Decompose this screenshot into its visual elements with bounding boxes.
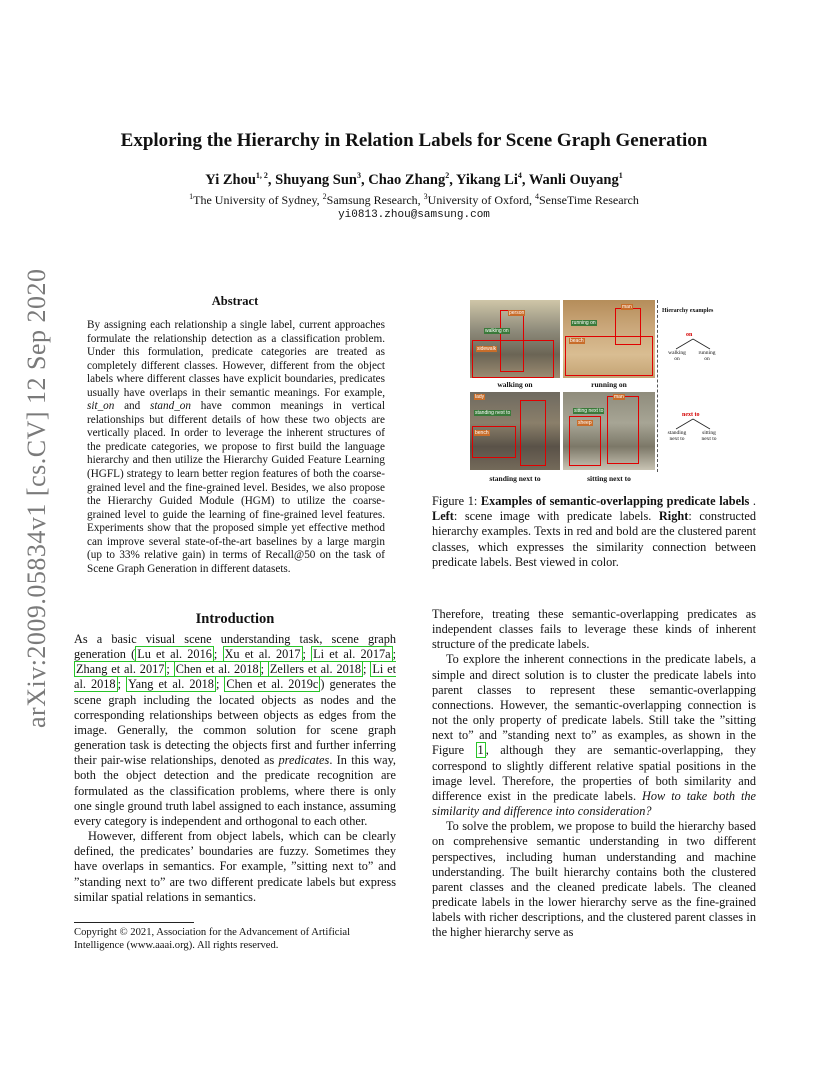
tag-beach: beach [570, 338, 584, 344]
scene-image-walking [470, 300, 560, 378]
panel-label-standing-next-to: standing next to [489, 474, 541, 483]
affiliation-name: The University of Sydney [193, 193, 317, 207]
tag-sidewalk: sidewalk [477, 346, 497, 352]
tag-person: person [509, 310, 525, 316]
scene-image-standing [470, 392, 560, 470]
abstract-heading: Abstract [211, 294, 259, 308]
affiliation-mark: 1 [189, 192, 194, 201]
citation-link[interactable]: Xu et al. 2017 [224, 647, 301, 662]
tag-walking-on: walking on [485, 328, 509, 334]
panel-label-sitting-next-to: sitting next to [587, 474, 631, 483]
figure-caption: Figure 1: Examples of semantic-overlapping predicate labels . Left: scene image with predicate labels. Right: constructed hierarchy examples. Texts in red and bold are the clustered parent classes, which expresses the similarity connection between predicate labels. Best viewed in color. [432, 494, 757, 569]
lady-box [520, 400, 546, 466]
affiliations: $^1$The University of Sydney, $^2$Samsung Research, $^3$University of Oxford, $^4$SenseTime Research [189, 192, 639, 207]
author-email[interactable]: yi0813.zhou@samsung.com [338, 209, 490, 221]
author-name: Yikang Li [455, 172, 518, 188]
citation-link[interactable]: Zellers et al. 2018 [269, 662, 362, 677]
scene-image-sitting [563, 392, 655, 470]
right-column-body: Therefore, treating these semantic-overlapping predicates as independent classes fails to leverage these kinds of inherent structure of the predicate labels. To explore the inherent connections in the predicate labels, a simple and direct solution is to cluster the predicate labels into parent classes to represent these semantic-overlapping connections. However, the semantic-overlapping connection is not the only property of predicate labels. Still take the ”sitting next to” and ”standing next to” as examples, as shown in the Figure 1 , although they are semantic-overlapping, they correspond to slightly different relative spatial positions in the image level. Therefore, the properties of both similarity and difference exist in the predicate labels. How to take both the similarity and difference into consideration? To solve the problem, we propose to build the hierarchy based on comprehensive semantic understanding in two different perspectives, including human understanding and machine understanding. The built hierarchy contains both the clustered parent classes and the cleaned predicate labels. The cleaned predicate labels in the lower hierarchy serve as the fine-grained labels with richer descriptions, and the clustered parent classes in the higher hierarchy serve as [432, 607, 756, 940]
parent-label-on: on [686, 332, 693, 338]
author-affiliation-mark: 3 [357, 171, 361, 181]
author-list: Yi Zhou$^{1, 2}$, Shuyang Sun$^3$, Chao Zhang$^2$, Yikang Li$^4$, Wanli Ouyang$^1$ [205, 171, 623, 188]
citation-list: Lu et al. 2016 ; Xu et al. 2017 ; Li et al. 2017a ; Zhang et al. 2017 ; Chen et al. 2018 ; Zellers et al. 2018 ; Li et al. 2018 ; Yang et al. 2018 ; Chen et al. 2019c [74, 647, 396, 692]
author-affiliation-mark: 1 [618, 171, 623, 181]
tag-lady: lady [475, 394, 485, 400]
child-standing-next-to: standing next to [667, 430, 687, 442]
affiliation-mark: 3 [423, 192, 428, 201]
author-name: Shuyang Sun [275, 172, 357, 188]
affiliation-name: SenseTime Research [538, 193, 639, 207]
affiliation-mark: 4 [534, 192, 539, 201]
author-affiliation-mark: 1, 2 [255, 171, 268, 181]
tag-sitting-next-to: sitting next to [574, 408, 604, 414]
abstract-body: By assigning each relationship a single label, current approaches formulate the relationship detection as a classification problem. Under this formulation, predicate categories are treated as completely different classes. However, different from the object labels where different classes have explicit boundaries, predicates usually have overlaps in their semantic meanings. For example, sit_on and stand_on have common meanings in vertical relationships but different details of how these two objects are vertically placed. In order to leverage the inherent structures of the predicate categories, we propose to first build the language hierarchy and then utilize the Hierarchy Guided Feature Learning (HGFL) strategy to learn better region features of both the coarse-grained level and the fine-grained level. Besides, we also propose the Hierarchy Guided Module (HGM) to utilize the coarse-grained level to guide the learning of fine-grained level features. Experiments show that the proposed simple yet effective method can improve several state-of-the-art baselines by a large margin (up to 33% relative gain) in terms of Recall@50 on the task of Scene Graph Generation in different datasets. [87, 319, 386, 575]
citation-link[interactable]: Yang et al. 2018 [128, 677, 214, 692]
citation-link[interactable]: Lu et al. 2016 [137, 647, 212, 662]
citation-link[interactable]: Zhang et al. 2017 [76, 662, 165, 677]
introduction-heading: Introduction [195, 611, 275, 627]
figure-1 [468, 298, 723, 488]
citation-link[interactable]: Chen et al. 2019c [226, 677, 319, 692]
introduction-body: As a basic visual scene understanding task, scene graph generation ( Lu et al. 2016 ; Xu et al. 2017 ; Li et al. 2017a ; Zhang et al. 2017 ; Chen et al. 2018 ; Zellers et al. 2018 ; Li et al. 2018 ; Yang et al. 2018 ; Chen et al. 2019c ) generates the scene graph including the located objects as nodes and the corresponding relationships between objects as edges from the image. Generally, the common solution for scene graph generation task is detecting the objects first and further inferring their pair-wise relationships, denoted as predicates. In this way, both the object detection and the predicate recognition are formulated as the classification problems, where there is only one single ground truth label assigned to each instance, assuming every category is independent and orthogonal to each other. However, different from object labels, which can be clearly defined, the predicates’ boundaries are fuzzy. Sometimes they have overlaps in semantics. For example, ”sitting next to” and ”standing next to” are two different predicate labels but express similar spatial relations in semantics. [74, 632, 396, 904]
child-walking-on: walking on [668, 350, 686, 362]
tag-man: man [614, 394, 624, 400]
author-name: Yi Zhou [205, 172, 256, 188]
affiliation-mark: 2 [322, 192, 327, 201]
author-affiliation-mark: 4 [517, 171, 522, 181]
man-box [607, 396, 639, 464]
tag-standing-next-to: standing next to [475, 410, 511, 416]
hierarchy-edges-on [668, 338, 718, 350]
parent-label-next-to: next to [682, 412, 700, 418]
hierarchy-title: Hierarchy examples [662, 308, 714, 314]
tag-man: man [622, 304, 632, 310]
tag-sheep: sheep [578, 420, 592, 426]
panel-label-running-on: running on [591, 380, 627, 389]
scene-image-running [563, 300, 655, 378]
citation-link[interactable]: Chen et al. 2018 [175, 662, 259, 677]
citation-link[interactable]: Li et al. 2017a [313, 647, 391, 662]
footnote-rule [74, 922, 194, 923]
child-sitting-next-to: sitting next to [701, 430, 717, 442]
tag-bench: bench [475, 430, 489, 436]
arxiv-stamp: arXiv:2009.05834v1 [cs.CV] 12 Sep 2020 [22, 268, 51, 728]
child-running-on: running on [698, 350, 716, 362]
affiliation-name: University of Oxford [427, 193, 529, 207]
copyright-footnote: Copyright © 2021, Association for the Advancement of Artificial Intelligence (www.aaai.org). All rights reserved. [74, 927, 351, 951]
affiliation-name: Samsung Research [326, 193, 418, 207]
figure-reference-link[interactable]: 1 [477, 743, 484, 758]
panel-label-walking-on: walking on [497, 380, 533, 389]
hierarchy-edges-next-to [668, 418, 718, 430]
paper-title: Exploring the Hierarchy in Relation Labels for Scene Graph Generation [120, 130, 708, 151]
author-name: Chao Zhang [368, 172, 446, 188]
figure-divider [657, 300, 658, 472]
tag-running-on: running on [572, 320, 596, 326]
citation-link[interactable]: Li et al. 2018 [74, 662, 396, 692]
author-name: Wanli Ouyang [528, 172, 619, 188]
author-affiliation-mark: 2 [445, 171, 450, 181]
